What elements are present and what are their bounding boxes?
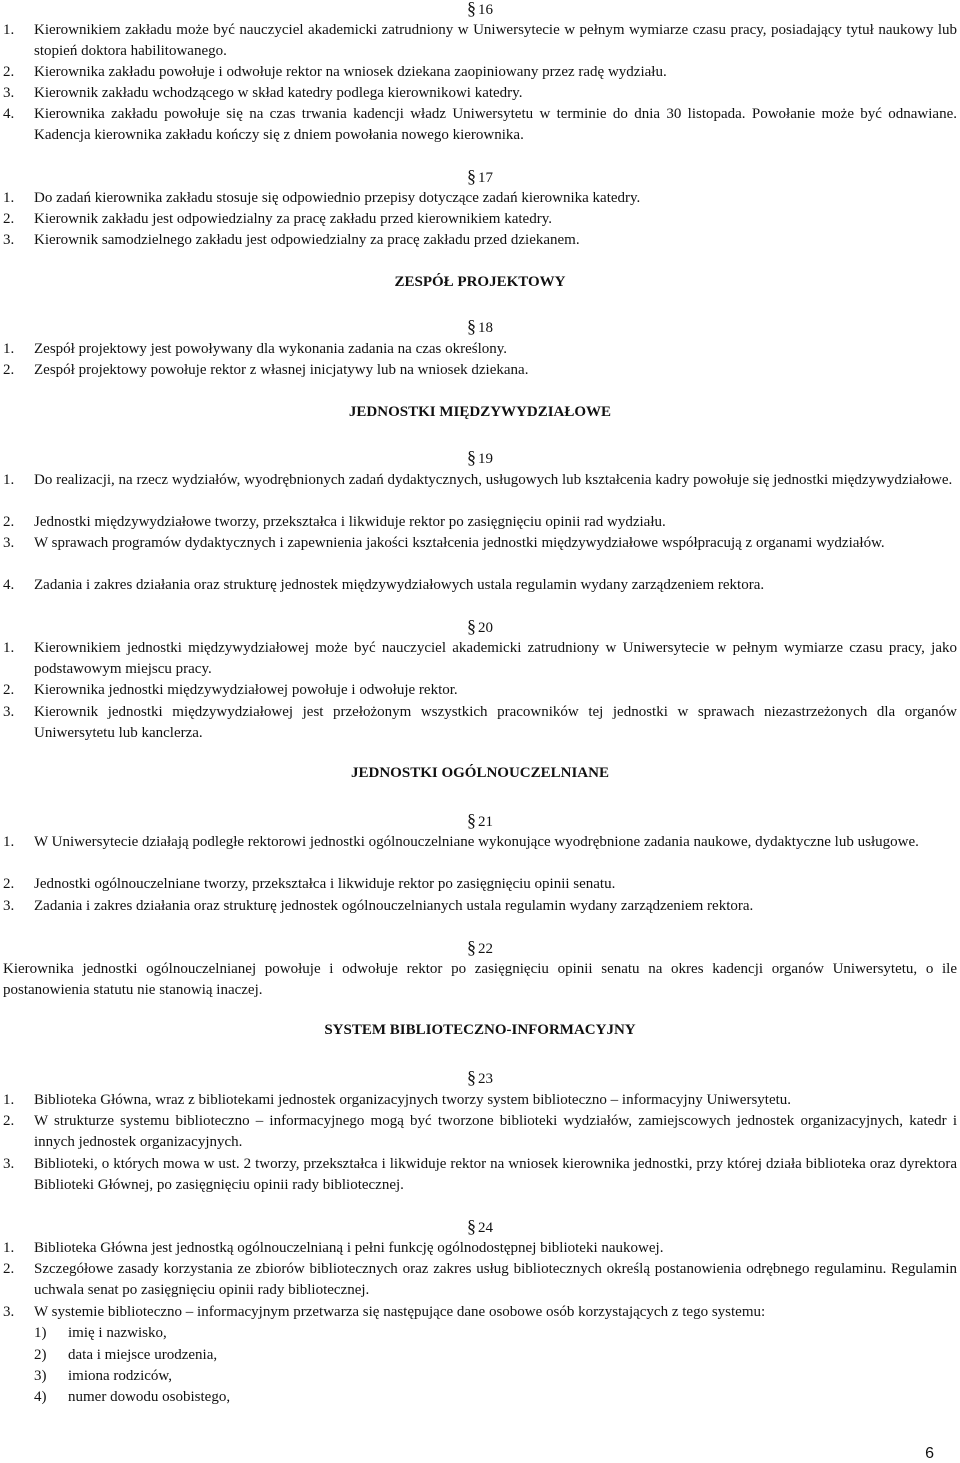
list-item xyxy=(3,230,957,251)
list-item xyxy=(3,1302,957,1323)
list-item xyxy=(3,83,957,104)
item-text: Jednostki ogólnouczelniane tworzy, przekształca i likwiduje rektor po zasięgnięciu opinii senatu. xyxy=(34,876,616,892)
paragraph-heading xyxy=(3,449,957,468)
item-number: 3. xyxy=(3,1304,15,1320)
paragraph-number: 21 xyxy=(478,814,493,830)
item-number: 1. xyxy=(3,834,15,850)
item-number: 3. xyxy=(3,898,15,914)
item-text: W strukturze systemu biblioteczno – informacyjnego mogą być tworzone biblioteki wydziałów, zamiejscowych jednostek organizacyjnych, katedr i innych jednostek organizacyjnych. xyxy=(34,1113,957,1150)
item-number: 1. xyxy=(3,472,15,488)
section-title: SYSTEM BIBLIOTECZNO-INFORMACYJNY xyxy=(324,1022,636,1038)
list-item xyxy=(3,209,957,230)
item-text: Szczegółowe zasady korzystania ze zbiorów bibliotecznych oraz zakres usług bibliotecznych określą postanowienia odrębnego regulaminu. Regulamin uchwala senat po zasięgnięciu opinii rady bibliotecznej. xyxy=(34,1261,957,1298)
paragraph-heading xyxy=(3,1069,957,1088)
paragraph-heading xyxy=(3,318,957,337)
sub-list-item xyxy=(3,1387,957,1408)
item-number: 2. xyxy=(3,1113,15,1129)
item-number: 2. xyxy=(3,876,15,892)
item-text: Kierownika jednostki ogólnouczelnianej powołuje i odwołuje rektor po zasięgnięciu opinii senatu na okres kadencji organów Uniwersytetu, o ile postanowienia statutu nie stanowią inaczej. xyxy=(3,961,957,998)
paragraph-number: 23 xyxy=(478,1071,493,1087)
item-text: Kierownika zakładu powołuje i odwołuje rektor na wniosek dziekana zaopiniowany przez radę wydziału. xyxy=(34,64,667,80)
paragraph-heading xyxy=(3,618,957,637)
list-item xyxy=(3,188,957,209)
paragraph-heading xyxy=(3,0,957,19)
list-item xyxy=(3,512,957,533)
item-text: Kierownikiem zakładu może być nauczyciel akademicki zatrudniony w Uniwersytecie w pełnym wymiarze czasu pracy, posiadający tytuł naukowy lub stopień doktora habilitowanego. xyxy=(34,22,957,59)
item-text: Kierownik samodzielnego zakładu jest odpowiedzialny za pracę zakładu przed dziekanem. xyxy=(34,232,580,248)
paragraph-heading xyxy=(3,939,957,958)
item-text: Kierownik zakładu wchodzącego w skład katedry podlega kierownikowi katedry. xyxy=(34,85,523,101)
item-number: 1. xyxy=(3,640,15,656)
item-text: Do zadań kierownika zakładu stosuje się odpowiednio przepisy dotyczące zadań kierownika katedry. xyxy=(34,190,641,206)
item-number: 2. xyxy=(3,211,15,227)
list-item xyxy=(3,533,957,554)
list-item xyxy=(3,702,957,744)
item-number: 1. xyxy=(3,22,15,38)
item-text: Do realizacji, na rzecz wydziałów, wyodrębnionych zadań dydaktycznych, usługowych lub kształcenia kadry powołuje się jednostki międzywydziałowe. xyxy=(34,472,953,488)
section-symbol: § xyxy=(467,0,476,18)
paragraph-number: 17 xyxy=(478,170,493,186)
item-text: Kierownika jednostki międzywydziałowej powołuje i odwołuje rektor. xyxy=(34,682,458,698)
list-item xyxy=(3,339,957,360)
sub-list-item xyxy=(3,1323,957,1344)
item-text: Biblioteka Główna, wraz z bibliotekami jednostek organizacyjnych tworzy system biblioteczno – informacyjny Uniwersytetu. xyxy=(34,1092,792,1108)
section-title: ZESPÓŁ PROJEKTOWY xyxy=(394,274,566,290)
list-item xyxy=(3,360,957,381)
item-number: 1. xyxy=(3,190,15,206)
list-item xyxy=(3,896,957,917)
list-item xyxy=(3,20,957,62)
sub-item-text: data i miejsce urodzenia, xyxy=(68,1347,218,1363)
paragraph-heading xyxy=(3,812,957,831)
item-number: 3. xyxy=(3,704,15,720)
item-number: 1. xyxy=(3,1092,15,1108)
list-item xyxy=(3,832,957,853)
section-symbol: § xyxy=(467,316,476,336)
section-symbol: § xyxy=(467,1216,476,1236)
item-text: Kierownika zakładu powołuje się na czas trwania kadencji władz Uniwersytetu w terminie do dnia 30 listopada. Powołanie może być odnawiane. Kadencja kierownika zakładu kończy się z dniem powołania nowego kierownika. xyxy=(34,106,957,143)
list-item xyxy=(3,1111,957,1153)
item-number: 2. xyxy=(3,362,15,378)
section-symbol: § xyxy=(467,937,476,957)
item-number: 4. xyxy=(3,577,15,593)
sub-item-number: 4) xyxy=(34,1389,47,1405)
item-number: 3. xyxy=(3,232,15,248)
item-text: Zadania i zakres działania oraz strukturę jednostek ogólnouczelnianych ustala regulamin wydany zarządzeniem rektora. xyxy=(34,898,754,914)
item-number: 2. xyxy=(3,682,15,698)
item-text: Kierownik jednostki międzywydziałowej jest przełożonym wszystkich pracowników tej jednostki w sprawach niezastrzeżonych dla organów Uniwersytetu lub kanclerza. xyxy=(34,704,957,741)
item-text: Zespół projektowy jest powoływany dla wykonania zadania na czas określony. xyxy=(34,341,508,357)
section-symbol: § xyxy=(467,166,476,186)
paragraph-number: 20 xyxy=(478,620,493,636)
item-text: Zadania i zakres działania oraz strukturę jednostek międzywydziałowych ustala regulamin wydany zarządzeniem rektora. xyxy=(34,577,765,593)
paragraph-number: 22 xyxy=(478,941,493,957)
item-text: W systemie biblioteczno – informacyjnym przetwarza się następujące dane osobowe osób korzystających z tego systemu: xyxy=(34,1304,766,1320)
list-item xyxy=(3,1154,957,1196)
list-item xyxy=(3,1259,957,1301)
item-text: W Uniwersytecie działają podległe rektorowi jednostki ogólnouczelniane wykonujące wyodrębnione zadania naukowe, dydaktyczne lub usługowe. xyxy=(34,834,919,850)
section-title: JEDNOSTKI OGÓLNOUCZELNIANE xyxy=(351,765,609,781)
item-number: 3. xyxy=(3,535,15,551)
list-item xyxy=(3,470,957,491)
paragraph-number: 18 xyxy=(478,320,493,336)
sub-list-item xyxy=(3,1345,957,1366)
item-text: W sprawach programów dydaktycznych i zapewnienia jakości kształcenia jednostki międzywydziałowe współpracują z organami wydziałów. xyxy=(34,535,885,551)
paragraph-heading xyxy=(3,168,957,187)
list-item xyxy=(3,638,957,680)
list-item xyxy=(3,874,957,895)
list-item xyxy=(3,680,957,701)
item-text: Zespół projektowy powołuje rektor z własnej inicjatywy lub na wniosek dziekana. xyxy=(34,362,529,378)
section-symbol: § xyxy=(467,1067,476,1087)
item-number: 3. xyxy=(3,85,15,101)
list-item xyxy=(3,104,957,146)
item-text: Biblioteka Główna jest jednostką ogólnouczelnianą i pełni funkcję ogólnodostępnej biblioteki naukowej. xyxy=(34,1240,664,1256)
paragraph-number: 19 xyxy=(478,451,493,467)
section-symbol: § xyxy=(467,810,476,830)
item-number: 2. xyxy=(3,64,15,80)
item-number: 2. xyxy=(3,1261,15,1277)
item-text: Kierownikiem jednostki międzywydziałowej może być nauczyciel akademicki zatrudniony w Uniwersytecie w pełnym wymiarze czasu pracy, jako podstawowym miejscu pracy. xyxy=(34,640,957,677)
sub-item-number: 2) xyxy=(34,1347,47,1363)
item-text: Kierownik zakładu jest odpowiedzialny za pracę zakładu przed kierownikiem katedry. xyxy=(34,211,552,227)
sub-item-text: numer dowodu osobistego, xyxy=(68,1389,231,1405)
item-text: Jednostki międzywydziałowe tworzy, przekształca i likwiduje rektor po zasięgnięciu opinii rad wydziału. xyxy=(34,514,666,530)
list-item xyxy=(3,1090,957,1111)
item-number: 1. xyxy=(3,341,15,357)
list-item xyxy=(3,1238,957,1259)
section-symbol: § xyxy=(467,447,476,467)
sub-item-text: imię i nazwisko, xyxy=(68,1325,167,1341)
list-item xyxy=(3,575,957,596)
paragraph-number: 24 xyxy=(478,1220,493,1236)
paragraph-heading xyxy=(3,1218,957,1237)
sub-item-number: 1) xyxy=(34,1325,47,1341)
list-item xyxy=(3,959,957,1001)
item-number: 4. xyxy=(3,106,15,122)
item-text: Biblioteki, o których mowa w ust. 2 tworzy, przekształca i likwiduje rektor na wniosek kierownika jednostki, przy której działa biblioteka oraz dyrektora Biblioteki Głównej, po zasięgnięciu opinii rady bibliotecznej. xyxy=(34,1156,957,1193)
section-title: JEDNOSTKI MIĘDZYWYDZIAŁOWE xyxy=(348,404,612,420)
sub-list-item xyxy=(3,1366,957,1387)
item-number: 1. xyxy=(3,1240,15,1256)
section-symbol: § xyxy=(467,616,476,636)
paragraph-number: 16 xyxy=(478,2,493,18)
item-number: 2. xyxy=(3,514,15,530)
item-number: 3. xyxy=(3,1156,15,1172)
page-number: 6 xyxy=(925,1445,934,1462)
sub-item-number: 3) xyxy=(34,1368,47,1384)
sub-item-text: imiona rodziców, xyxy=(68,1368,172,1384)
list-item xyxy=(3,62,957,83)
